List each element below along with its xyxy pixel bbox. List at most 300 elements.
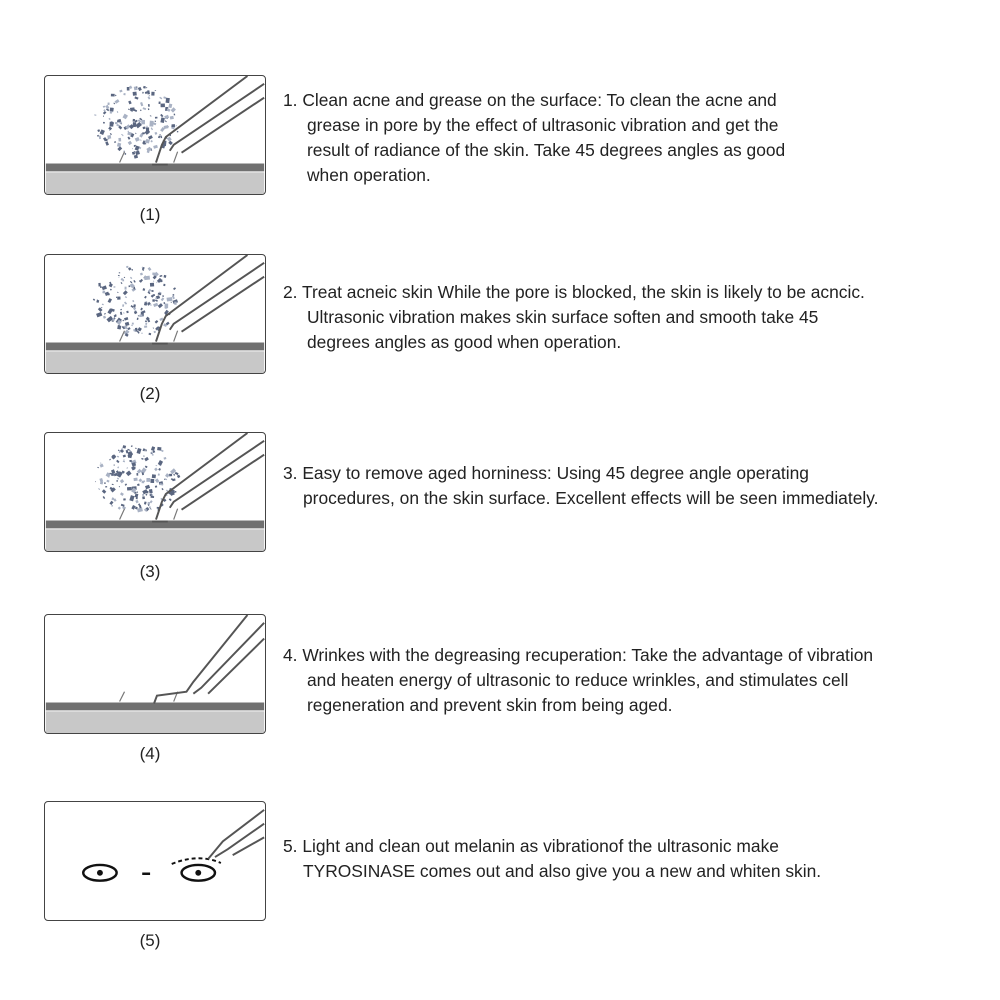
debris-particle xyxy=(143,107,147,110)
debris-particle xyxy=(155,90,156,91)
debris-particle xyxy=(104,482,106,484)
debris-particle xyxy=(103,122,105,124)
debris-particle xyxy=(168,104,172,109)
step-description-1 xyxy=(283,88,983,188)
step-description-5 xyxy=(283,834,983,884)
desc-line: 1. Clean acne and grease on the surface: To clean the acne and xyxy=(283,90,777,110)
debris-particle xyxy=(145,129,151,134)
debris-particle xyxy=(117,456,119,458)
debris-particle xyxy=(118,506,121,509)
debris-particle xyxy=(172,295,175,299)
debris-particle xyxy=(164,125,169,129)
debris-particle xyxy=(123,455,126,458)
debris-particle xyxy=(119,451,121,453)
debris-particle xyxy=(145,321,147,322)
debris-particle xyxy=(177,131,179,133)
debris-particle xyxy=(108,118,110,120)
panel-caption-5: (5) xyxy=(139,931,161,950)
debris-particle xyxy=(116,460,119,463)
debris-particle xyxy=(157,447,161,451)
debris-particle xyxy=(149,506,151,508)
debris-particle xyxy=(156,282,157,283)
debris-particle xyxy=(94,114,96,116)
debris-particle xyxy=(128,141,132,145)
debris-particle xyxy=(123,461,125,463)
debris-particle xyxy=(155,299,158,302)
debris-particle xyxy=(160,117,164,123)
panel-caption-1: (1) xyxy=(139,205,161,224)
pore-hair xyxy=(120,509,125,520)
desc-line: 2. Treat acneic skin While the pore is blocked, the skin is likely to be acncic. xyxy=(283,282,865,302)
debris-particle xyxy=(136,491,138,493)
debris-particle xyxy=(103,116,104,117)
debris-particle xyxy=(122,445,126,448)
pore-hair xyxy=(120,152,125,163)
debris-particle xyxy=(142,267,143,268)
debris-particle xyxy=(100,464,104,468)
debris-particle xyxy=(117,143,121,147)
debris-particle xyxy=(129,495,134,501)
debris-particle xyxy=(172,294,174,296)
debris-particle xyxy=(135,151,140,156)
debris-particle xyxy=(122,279,124,281)
debris-particle xyxy=(110,108,114,112)
debris-particle xyxy=(112,320,114,321)
debris-particle xyxy=(164,457,167,460)
debris-particle xyxy=(137,448,142,454)
panel-caption-2: (2) xyxy=(139,384,161,403)
debris-particle xyxy=(137,318,139,320)
debris-particle xyxy=(109,129,110,131)
debris-particle xyxy=(109,459,111,461)
ultrasonic-spatula-icon xyxy=(208,810,264,859)
debris-particle xyxy=(151,446,155,451)
debris-particle xyxy=(158,460,163,466)
debris-particle xyxy=(110,289,112,291)
debris-particle xyxy=(108,298,112,303)
debris-particle xyxy=(145,494,147,496)
skin-base xyxy=(46,172,264,194)
debris-particle xyxy=(121,504,125,507)
debris-particle xyxy=(138,478,142,482)
debris-particle xyxy=(155,117,158,119)
debris-particle xyxy=(133,119,136,122)
debris-particle xyxy=(144,296,147,299)
debris-particle xyxy=(99,135,101,139)
debris-particle xyxy=(172,124,176,127)
debris-particle xyxy=(125,296,127,298)
debris-particle xyxy=(128,267,132,271)
debris-particle xyxy=(171,107,176,112)
debris-particle xyxy=(142,489,148,494)
debris-particle xyxy=(158,136,160,138)
debris-particle xyxy=(131,325,133,327)
debris-particle xyxy=(159,134,160,136)
debris-particle xyxy=(105,141,109,145)
debris-particle xyxy=(143,288,146,291)
debris-particle xyxy=(174,114,176,116)
debris-particle xyxy=(113,102,115,104)
debris-particle xyxy=(141,458,143,460)
debris-particle xyxy=(132,323,134,325)
debris-particle xyxy=(116,480,118,482)
debris-particle xyxy=(148,104,150,107)
illustration-panel-2 xyxy=(44,254,266,374)
step-description-3 xyxy=(283,461,983,511)
debris-particle xyxy=(120,492,124,496)
debris-particle xyxy=(170,302,171,303)
debris-particle xyxy=(106,480,109,483)
debris-particle xyxy=(145,465,148,468)
debris-particle xyxy=(133,280,135,283)
ultrasonic-spatula-icon xyxy=(154,615,264,704)
debris-particle xyxy=(143,126,146,129)
debris-particle xyxy=(153,450,156,453)
debris-particle xyxy=(105,486,107,487)
debris-particle xyxy=(123,93,125,95)
debris-particle xyxy=(132,122,136,127)
debris-particle xyxy=(119,486,120,487)
debris-particle xyxy=(132,300,134,302)
debris-particle xyxy=(97,467,99,468)
desc-line: 3. Easy to remove aged horniness: Using 45 degree angle operating xyxy=(283,463,809,483)
debris-particle xyxy=(158,101,160,104)
debris-particle xyxy=(103,111,107,115)
debris-particle xyxy=(126,115,128,117)
debris-particle xyxy=(117,146,122,151)
desc-line: when operation. xyxy=(307,165,431,185)
debris-particle xyxy=(153,303,158,307)
debris-particle xyxy=(123,312,124,314)
debris-particle xyxy=(133,287,135,290)
debris-particle xyxy=(145,322,147,324)
debris-particle xyxy=(144,276,150,280)
debris-particle xyxy=(100,286,102,288)
debris-particle xyxy=(109,283,113,287)
debris-particle xyxy=(166,98,170,103)
debris-particle xyxy=(143,456,145,457)
skin-base xyxy=(46,711,264,733)
debris-particle xyxy=(128,100,132,104)
debris-particle xyxy=(104,313,106,315)
debris-particle xyxy=(98,283,100,287)
debris-particle xyxy=(150,115,152,116)
debris-particle xyxy=(133,304,136,307)
pore-hair xyxy=(174,509,178,520)
debris-particle xyxy=(146,478,150,482)
debris-particle xyxy=(138,510,140,513)
debris-particle xyxy=(117,477,119,479)
debris-particle xyxy=(134,96,138,99)
desc-line: TYROSINASE comes out and also give you a new and whiten skin. xyxy=(303,861,822,881)
debris-particle xyxy=(107,135,111,139)
debris-particle xyxy=(125,153,126,155)
debris-particle xyxy=(140,109,142,111)
debris-particle xyxy=(135,122,142,128)
debris-particle xyxy=(122,320,124,322)
debris-particle xyxy=(110,133,112,135)
illustration-panel-1 xyxy=(44,75,266,195)
debris-particle xyxy=(142,92,144,94)
debris-particle xyxy=(96,300,99,303)
debris-particle xyxy=(132,269,133,270)
desc-line: and heaten energy of ultrasonic to reduce wrinkles, and stimulates cell xyxy=(307,670,849,690)
debris-particle xyxy=(136,473,138,476)
debris-particle xyxy=(101,307,102,308)
debris-particle xyxy=(103,106,105,108)
debris-particle xyxy=(102,304,104,306)
skin-illustration-2 xyxy=(45,255,265,373)
debris-particle xyxy=(127,132,131,136)
debris-particle xyxy=(121,282,123,284)
pore-hair xyxy=(120,692,125,702)
debris-particle xyxy=(176,125,177,126)
debris-particle xyxy=(120,479,124,483)
debris-particle xyxy=(140,102,143,106)
debris-particle xyxy=(129,85,132,89)
acne-particles xyxy=(95,445,180,512)
debris-particle xyxy=(117,325,121,329)
debris-particle xyxy=(153,280,154,281)
skin-illustration-4 xyxy=(45,615,265,733)
debris-particle xyxy=(149,121,153,127)
debris-particle xyxy=(111,505,113,507)
debris-particle xyxy=(142,496,145,499)
step-description-2 xyxy=(283,280,983,355)
debris-particle xyxy=(140,273,143,276)
pore-hair xyxy=(120,331,125,342)
debris-particle xyxy=(112,484,114,485)
debris-particle xyxy=(140,308,142,311)
skin-base xyxy=(46,351,264,373)
debris-particle xyxy=(164,115,169,119)
debris-particle xyxy=(148,135,153,140)
debris-particle xyxy=(126,470,132,476)
debris-particle xyxy=(135,500,138,504)
desc-line: result of radiance of the skin. Take 45 degrees angles as good xyxy=(307,140,786,160)
debris-particle xyxy=(102,290,105,293)
debris-particle xyxy=(117,466,119,468)
debris-particle xyxy=(135,448,137,449)
debris-particle xyxy=(111,94,115,97)
debris-particle xyxy=(123,290,128,295)
debris-particle xyxy=(144,457,149,461)
debris-particle xyxy=(95,481,96,482)
debris-particle xyxy=(144,326,147,328)
debris-particle xyxy=(174,302,176,305)
debris-particle xyxy=(163,284,165,286)
debris-particle xyxy=(135,137,140,142)
desc-line: procedures, on the skin surface. Excellent effects will be seen immediately. xyxy=(303,488,879,508)
debris-particle xyxy=(154,468,158,472)
debris-particle xyxy=(124,277,125,278)
debris-particle xyxy=(160,114,163,117)
debris-particle xyxy=(150,140,152,142)
pore-hair xyxy=(174,331,178,342)
debris-particle xyxy=(158,468,161,471)
debris-particle xyxy=(119,272,120,273)
debris-particle xyxy=(148,108,150,110)
debris-particle xyxy=(147,90,150,94)
debris-particle xyxy=(161,104,165,108)
debris-particle xyxy=(167,137,172,142)
debris-particle xyxy=(131,445,133,447)
pore-hair xyxy=(174,152,178,163)
debris-particle xyxy=(177,475,180,479)
debris-particle xyxy=(155,485,157,487)
debris-particle xyxy=(156,465,158,466)
debris-particle xyxy=(175,472,179,475)
illustration-panel-4 xyxy=(44,614,266,734)
debris-particle xyxy=(117,292,119,293)
debris-particle xyxy=(150,508,152,510)
desc-line: degrees angles as good when operation. xyxy=(307,332,622,352)
debris-particle xyxy=(161,297,165,301)
debris-particle xyxy=(116,297,117,298)
debris-particle xyxy=(103,496,106,499)
debris-particle xyxy=(126,467,128,469)
debris-particle xyxy=(122,304,124,307)
desc-line: 4. Wrinkes with the degreasing recuperation: Take the advantage of vibration xyxy=(283,645,874,665)
step-description-4 xyxy=(283,643,983,718)
debris-particle xyxy=(173,474,175,476)
debris-particle xyxy=(103,109,105,111)
debris-particle xyxy=(155,320,159,324)
debris-particle xyxy=(93,298,95,300)
debris-particle xyxy=(148,96,151,99)
debris-particle xyxy=(141,120,145,124)
debris-particle xyxy=(126,311,129,314)
debris-particle xyxy=(141,333,142,334)
debris-particle xyxy=(138,87,142,91)
debris-particle xyxy=(135,133,136,134)
acne-particles xyxy=(93,266,178,337)
debris-particle xyxy=(159,97,162,100)
debris-particle xyxy=(150,304,152,306)
acne-particles xyxy=(94,85,178,158)
debris-particle xyxy=(164,275,167,278)
debris-particle xyxy=(140,139,142,141)
debris-particle xyxy=(118,138,121,142)
debris-particle xyxy=(97,129,100,132)
debris-particle xyxy=(133,92,137,96)
debris-particle xyxy=(125,322,130,326)
debris-particle xyxy=(127,87,130,90)
debris-particle xyxy=(160,135,162,138)
panel-caption-4: (4) xyxy=(139,744,161,763)
debris-particle xyxy=(165,120,167,122)
debris-particle xyxy=(129,460,132,462)
debris-particle xyxy=(150,283,154,287)
debris-particle xyxy=(149,95,151,97)
debris-particle xyxy=(127,327,130,330)
debris-particle xyxy=(117,296,120,299)
debris-particle xyxy=(135,328,138,332)
debris-particle xyxy=(96,312,102,317)
debris-particle xyxy=(153,145,158,149)
debris-particle xyxy=(153,327,154,328)
debris-particle xyxy=(134,145,136,147)
skin-illustration-1 xyxy=(45,76,265,194)
melanin-spot-icon xyxy=(83,865,116,881)
debris-particle xyxy=(142,132,145,134)
debris-particle xyxy=(146,87,147,88)
debris-particle xyxy=(146,126,147,128)
debris-particle xyxy=(97,135,99,137)
debris-particle xyxy=(118,275,120,276)
debris-particle xyxy=(102,489,107,494)
debris-particle xyxy=(128,109,130,111)
debris-particle xyxy=(170,116,174,120)
debris-particle xyxy=(151,127,153,130)
desc-line: regeneration and prevent skin from being aged. xyxy=(307,695,673,715)
debris-particle xyxy=(145,449,147,451)
debris-particle xyxy=(126,266,128,268)
debris-particle xyxy=(142,448,145,451)
desc-line: grease in pore by the effect of ultrasonic vibration and get the xyxy=(307,115,779,135)
debris-particle xyxy=(173,287,176,290)
debris-particle xyxy=(151,496,155,498)
debris-particle xyxy=(107,102,109,105)
debris-particle xyxy=(120,312,122,315)
debris-particle xyxy=(152,299,155,301)
debris-particle xyxy=(152,273,155,276)
debris-particle xyxy=(132,148,133,149)
debris-particle xyxy=(154,132,157,135)
ultrasonic-spatula-icon xyxy=(152,76,264,165)
debris-particle xyxy=(175,491,177,493)
debris-particle xyxy=(165,473,170,478)
debris-particle xyxy=(167,297,173,301)
debris-particle xyxy=(105,105,109,109)
debris-particle xyxy=(149,489,153,493)
illustration-panel-3 xyxy=(44,432,266,552)
debris-particle xyxy=(124,302,127,305)
debris-particle xyxy=(161,488,163,490)
debris-particle xyxy=(144,501,147,504)
debris-particle xyxy=(137,469,142,474)
desc-line: Ultrasonic vibration makes skin surface soften and smooth take 45 xyxy=(307,307,819,327)
debris-particle xyxy=(124,317,128,321)
debris-particle xyxy=(134,311,138,314)
debris-particle xyxy=(123,498,126,500)
debris-particle xyxy=(157,278,162,283)
debris-particle xyxy=(169,498,172,501)
debris-particle xyxy=(134,155,138,159)
debris-particle xyxy=(97,299,98,300)
debris-particle xyxy=(112,455,117,460)
debris-particle xyxy=(133,307,136,310)
debris-particle xyxy=(145,140,147,143)
debris-particle xyxy=(151,290,153,292)
debris-particle xyxy=(125,483,127,486)
debris-particle xyxy=(162,295,164,297)
debris-particle xyxy=(163,96,166,99)
skin-base xyxy=(46,529,264,551)
debris-particle xyxy=(123,459,125,460)
debris-particle xyxy=(158,303,163,308)
debris-particle xyxy=(108,127,112,131)
debris-particle xyxy=(100,132,101,133)
debris-particle xyxy=(114,141,116,143)
debris-particle xyxy=(115,95,117,97)
debris-particle xyxy=(158,473,160,476)
debris-particle xyxy=(100,462,101,464)
debris-particle xyxy=(148,267,152,271)
debris-particle xyxy=(98,488,100,490)
debris-particle xyxy=(121,123,122,124)
debris-particle xyxy=(117,111,119,113)
